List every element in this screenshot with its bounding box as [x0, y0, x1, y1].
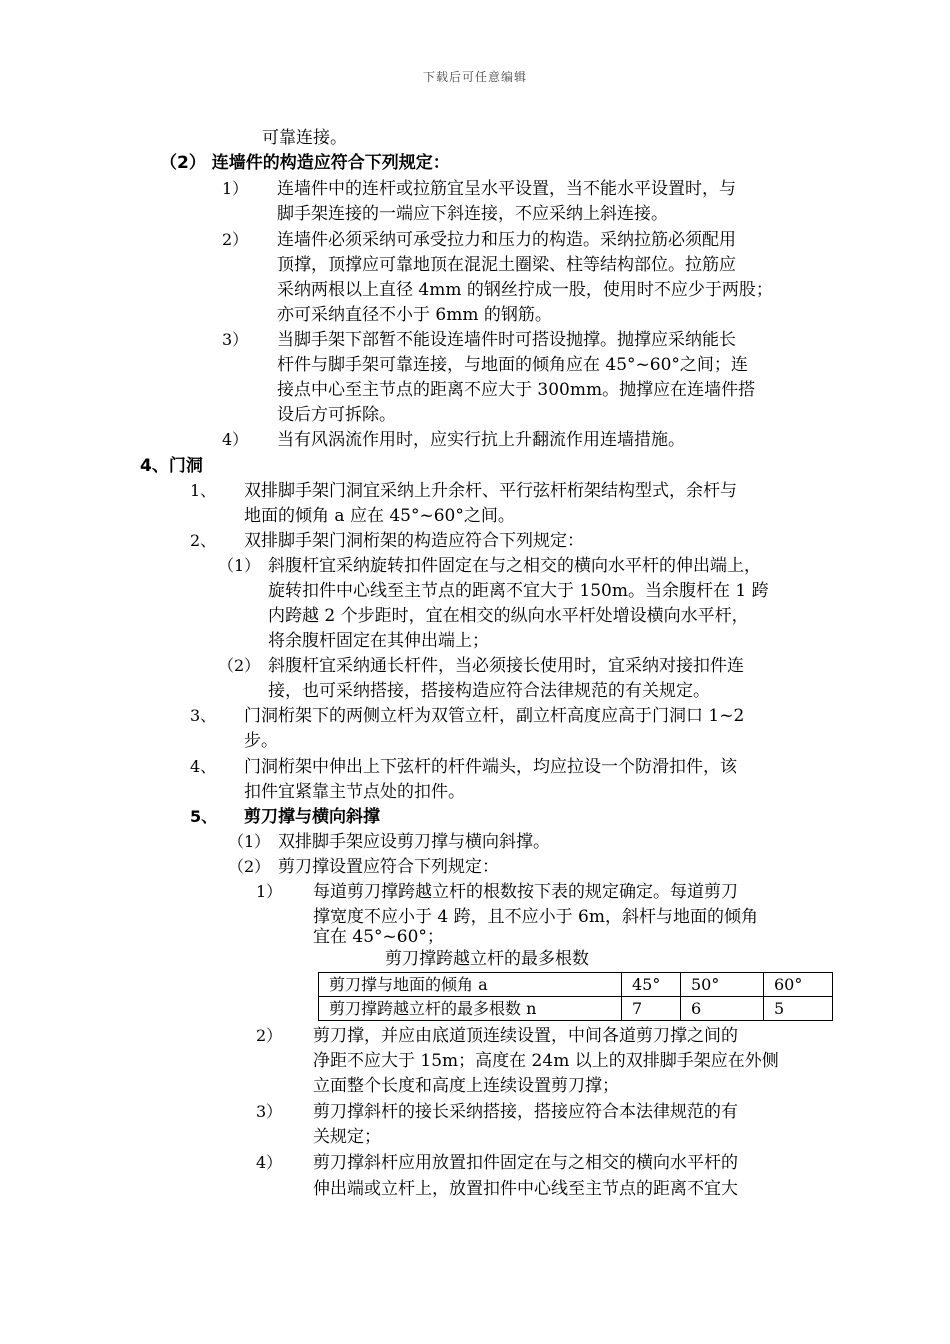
- text-line: 双排脚手架门洞宜采纳上升余杆、平行弦杆桁架结构型式，余杆与: [244, 481, 737, 501]
- text-line: 脚手架连接的一端应下斜连接，不应采纳上斜连接。: [277, 204, 668, 224]
- text-line: 接点中心至主节点的距离不应大于 300mm。抛撑应在连墙件搭: [277, 380, 756, 400]
- item-number: （2）: [228, 857, 271, 876]
- item-number: 2、: [190, 531, 217, 550]
- section-heading: 4、门洞: [140, 456, 203, 476]
- item-number: 1）: [256, 882, 283, 901]
- text-line: 净距不应大于 15m；高度在 24m 以上的双排脚手架应在外侧: [313, 1051, 779, 1071]
- text-line: 连墙件必须采纳可承受拉力和压力的构造。采纳拉筋必须配用: [277, 230, 736, 250]
- table-cell: 剪刀撑与地面的倾角 a: [319, 973, 622, 997]
- text-line: 亦可采纳直径不小于 6mm 的钢筋。: [277, 305, 552, 325]
- text-line: 撑宽度不应小于 4 跨，且不应小于 6m，斜杆与地面的倾角: [313, 907, 758, 927]
- text-line: 内跨越 2 个步距时，宜在相交的纵向水平杆处增设横向水平杆，: [268, 606, 749, 626]
- section-heading: 剪刀撑与横向斜撑: [244, 807, 380, 827]
- text-line: 剪刀撑斜杆应用放置扣件固定在与之相交的横向水平杆的: [313, 1153, 738, 1173]
- item-number: （2）: [218, 656, 261, 675]
- item-number: （1）: [218, 556, 261, 575]
- item-number: 2）: [222, 230, 249, 249]
- brace-table: [318, 972, 833, 1021]
- text-line: 斜腹杆宜采纳通长杆件，当必须接长使用时，宜采纳对接扣件连: [268, 656, 744, 676]
- text-line: 每道剪刀撑跨越立杆的根数按下表的规定确定。每道剪刀: [313, 882, 738, 902]
- text-line: 将余腹杆固定在其伸出端上；: [268, 631, 489, 651]
- text-line: 连墙件中的连杆或拉筋宜呈水平设置，当不能水平设置时，与: [277, 179, 736, 199]
- table-cell: 50°: [681, 973, 764, 997]
- text-line: 伸出端或立杆上，放置扣件中心线至主节点的距离不宜大: [313, 1179, 738, 1199]
- text-line: 当有风涡流作用时，应实行抗上升翻流作用连墙措施。: [277, 430, 685, 450]
- text-line: 门洞桁架下的两侧立杆为双管立杆，副立杆高度应高于门洞口 1~2: [244, 706, 745, 726]
- text-line: 门洞桁架中伸出上下弦杆的杆件端头，均应拉设一个防滑扣件，该: [244, 757, 737, 777]
- text-line: 双排脚手架门洞桁架的构造应符合下列规定：: [244, 531, 584, 551]
- text-line: 斜腹杆宜采纳旋转扣件固定在与之相交的横向水平杆的伸出端上，: [268, 556, 761, 576]
- section-heading: （2） 连墙件的构造应符合下列规定：: [160, 153, 450, 173]
- text-line: 步。: [244, 731, 278, 751]
- text-line: 关规定；: [313, 1127, 381, 1147]
- text-line: 地面的倾角 a 应在 45°~60°之间。: [244, 506, 515, 526]
- page-header: 下载后可任意编辑: [422, 70, 527, 84]
- text-line: 可靠连接。: [262, 128, 347, 148]
- text-line: 采纳两根以上直径 4mm 的钢丝拧成一股，使用时不应少于两股；: [277, 280, 773, 300]
- item-number: 3）: [256, 1102, 283, 1121]
- item-number: 3）: [222, 330, 249, 349]
- text-line: 扣件宜紧靠主节点处的扣件。: [244, 782, 465, 802]
- item-number: 4）: [222, 430, 249, 449]
- table-cell: 7: [622, 997, 681, 1021]
- text-line: 剪刀撑，并应由底道顶连续设置，中间各道剪刀撑之间的: [313, 1026, 738, 1046]
- item-number: 1）: [222, 179, 249, 198]
- table-cell: 60°: [764, 973, 833, 997]
- text-line: 宜在 45°~60°；: [313, 927, 444, 947]
- text-line: 设后方可拆除。: [277, 405, 396, 425]
- item-number: （1）: [228, 832, 271, 851]
- table-row: [319, 997, 833, 1021]
- table-caption: 剪刀撑跨越立杆的最多根数: [385, 949, 589, 969]
- table-cell: 剪刀撑跨越立杆的最多根数 n: [319, 997, 622, 1021]
- item-number: 2）: [256, 1026, 283, 1045]
- item-number: 4、: [190, 757, 217, 776]
- table-row: [319, 973, 833, 997]
- table-cell: 5: [764, 997, 833, 1021]
- item-number: 1、: [190, 481, 217, 500]
- text-line: 立面整个长度和高度上连续设置剪刀撑；: [313, 1076, 619, 1096]
- item-number: 4）: [256, 1153, 283, 1172]
- text-line: 顶撑，顶撑应可靠地顶在混泥土圈梁、柱等结构部位。拉筋应: [277, 255, 736, 275]
- section-number: 5、: [190, 807, 218, 826]
- text-line: 杆件与脚手架可靠连接，与地面的倾角应在 45°~60°之间；连: [277, 355, 748, 375]
- text-line: 接，也可采纳搭接，搭接构造应符合法律规范的有关规定。: [268, 681, 710, 701]
- text-line: 当脚手架下部暂不能设连墙件时可搭设抛撑。抛撑应采纳能长: [277, 330, 736, 350]
- item-number: 3、: [190, 706, 217, 725]
- text-line: 剪刀撑设置应符合下列规定：: [278, 857, 499, 877]
- text-line: 旋转扣件中心线至主节点的距离不宜大于 150m。当余腹杆在 1 跨: [268, 581, 769, 601]
- text-line: 剪刀撑斜杆的接长采纳搭接，搭接应符合本法律规范的有: [313, 1102, 738, 1122]
- table-cell: 6: [681, 997, 764, 1021]
- table-cell: 45°: [622, 973, 681, 997]
- text-line: 双排脚手架应设剪刀撑与横向斜撑。: [278, 832, 550, 852]
